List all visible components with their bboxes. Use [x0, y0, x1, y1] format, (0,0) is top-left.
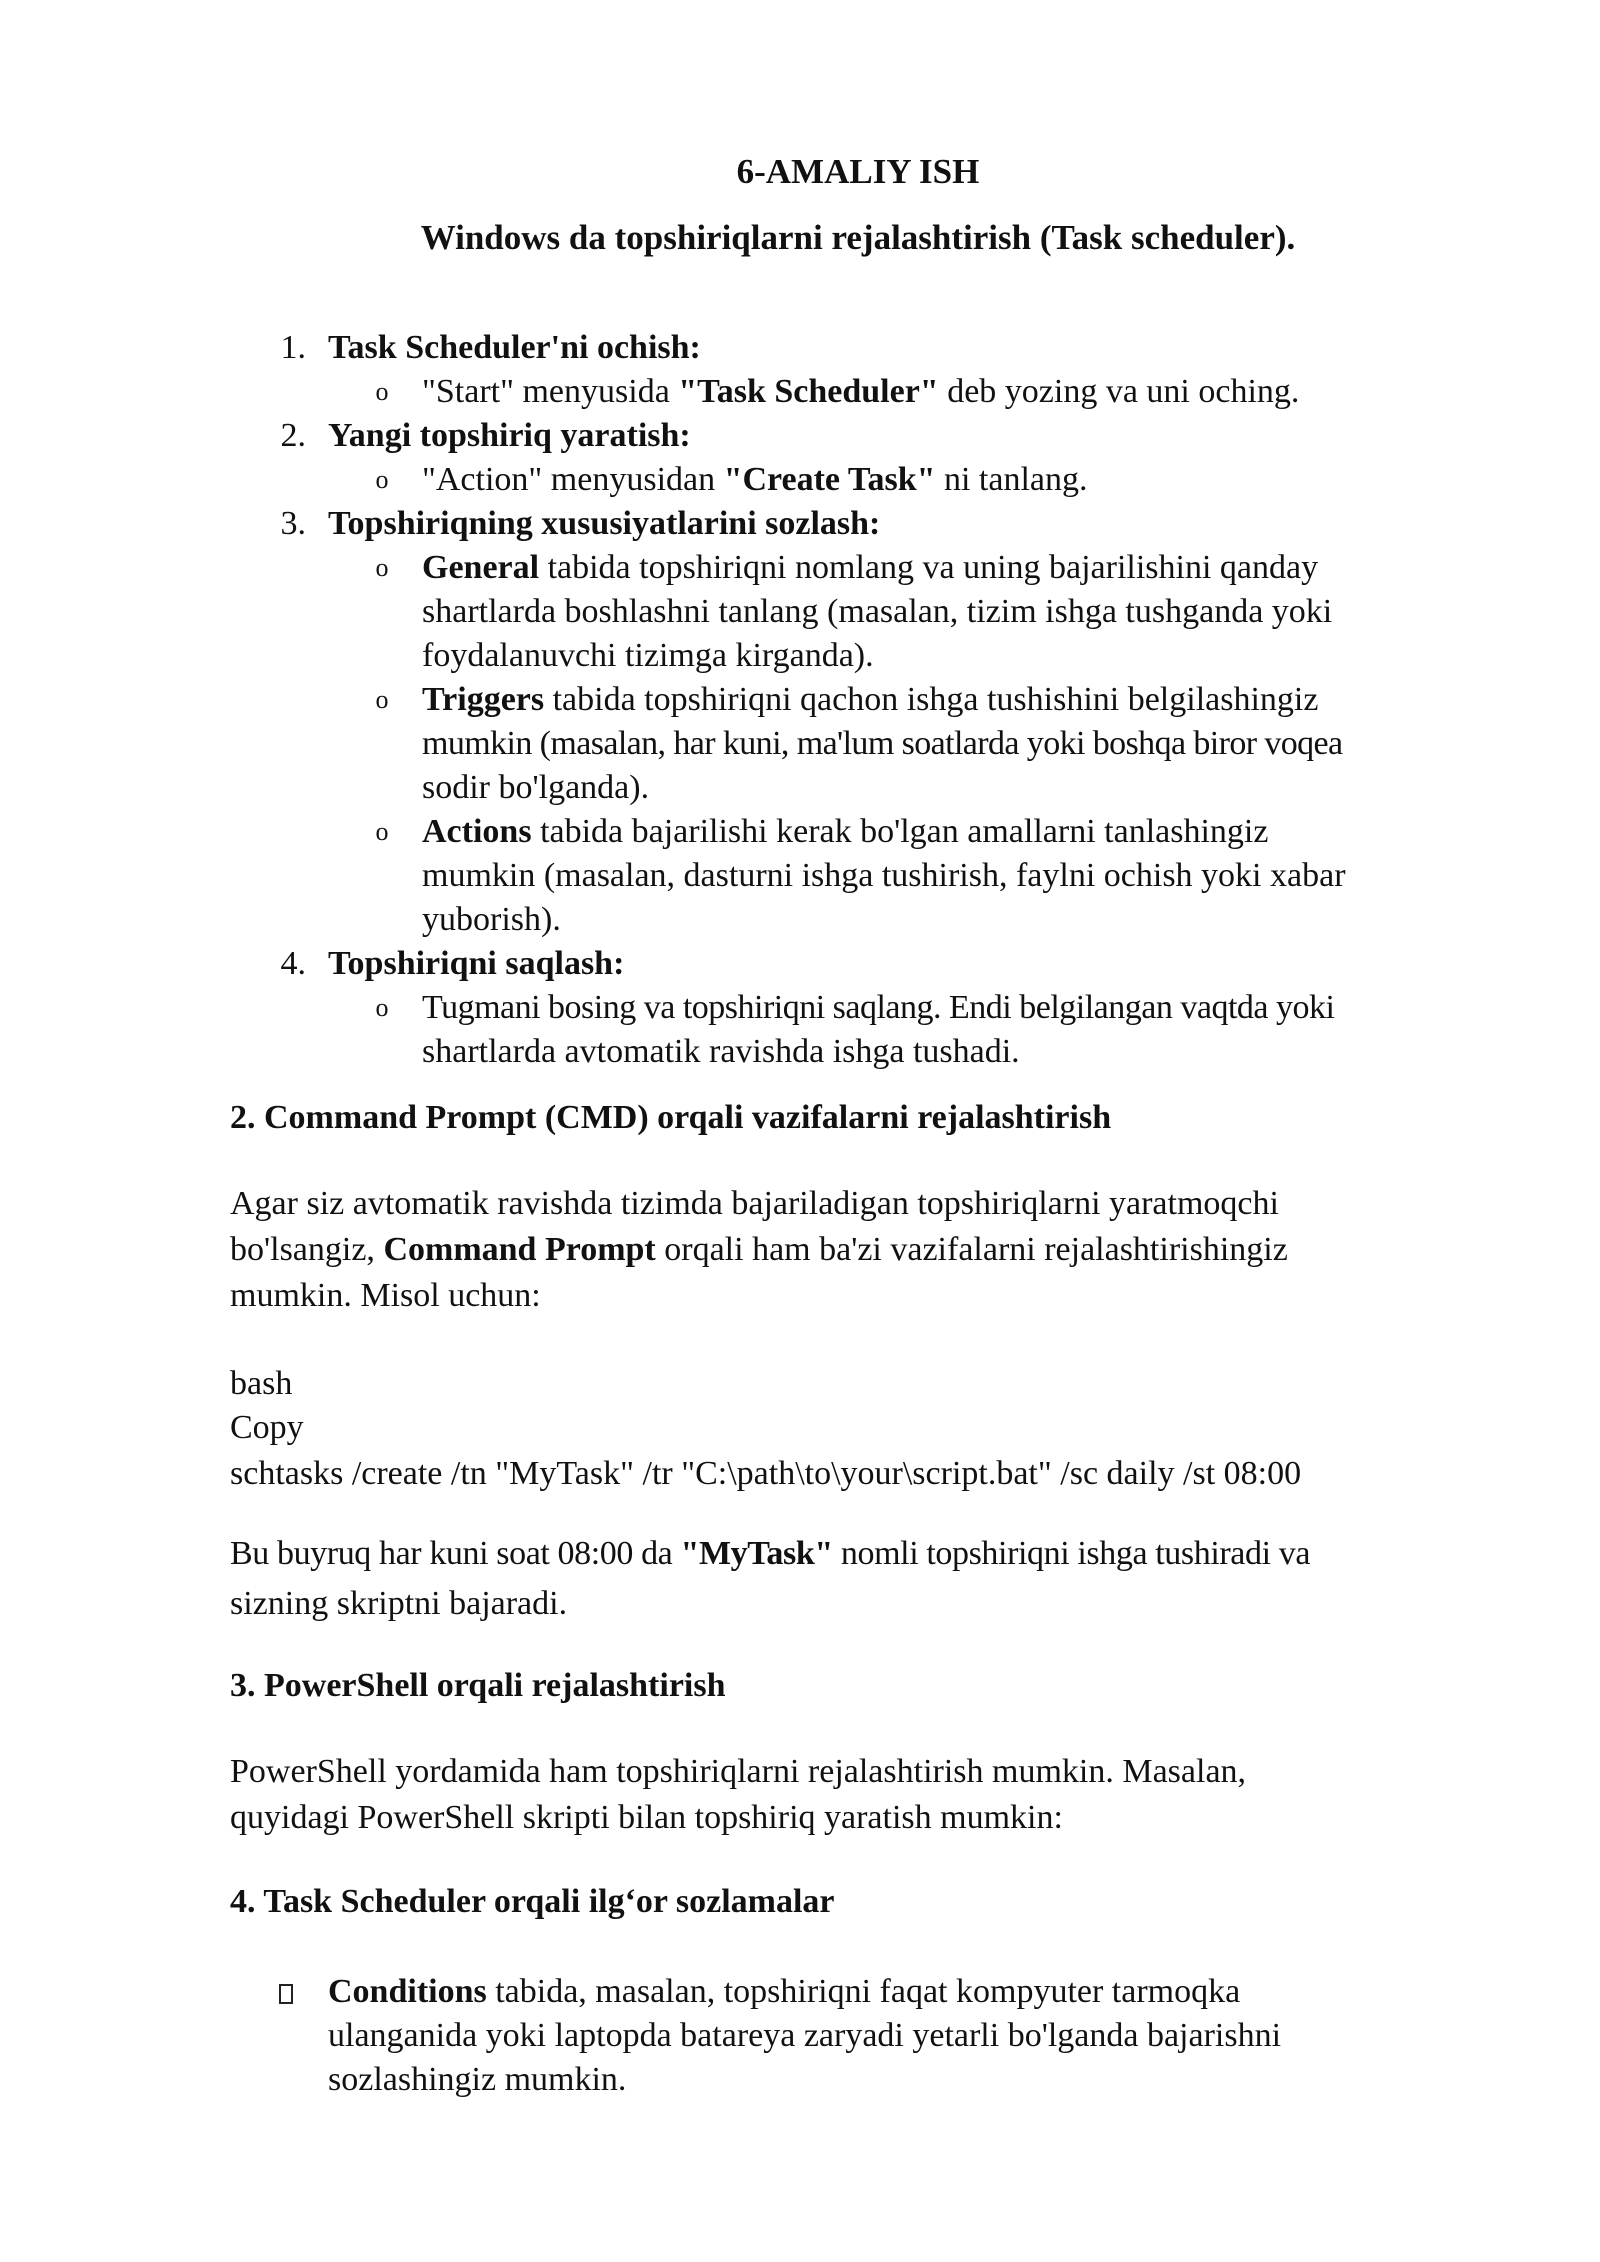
section-2-para-2-line-2: sizning skriptni bajaradi.	[230, 1585, 568, 1622]
section-3-heading: 3. PowerShell orqali rejalashtirish	[230, 1667, 726, 1704]
step-1-number: 1.	[280, 329, 306, 366]
step-1-bullet-1: "Start" menyusida "Task Scheduler" deb yozing va uni oching.	[422, 373, 1300, 410]
section-2-para-1-line-1: Agar siz avtomatik ravishda tizimda bajariladigan topshiriqlarni yaratmoqchi	[230, 1185, 1279, 1222]
bullet-icon: o	[375, 685, 389, 714]
section-3-para-line-2: quyidagi PowerShell skripti bilan topshiriq yaratish mumkin:	[230, 1799, 1063, 1836]
step-4-heading: Topshiriqni saqlash:	[328, 945, 625, 982]
section-2-heading: 2. Command Prompt (CMD) orqali vazifalarni rejalashtirish	[230, 1099, 1112, 1136]
step-3-bullet-2-line-3: sodir bo'lganda).	[422, 769, 650, 806]
section-3-para-line-1: PowerShell yordamida ham topshiriqlarni rejalashtirish mumkin. Masalan,	[230, 1753, 1247, 1790]
step-3-bullet-2-line-1: Triggers tabida topshiriqni qachon ishga tushishini belgilashingiz	[422, 681, 1319, 718]
page-subtitle: Windows da topshiriqlarni rejalashtirish (Task scheduler).	[420, 218, 1296, 257]
section-2-para-2-line-1: Bu buyruq har kuni soat 08:00 da "MyTask" nomli topshiriqni ishga tushiradi va	[230, 1535, 1311, 1572]
code-block: schtasks /create /tn "MyTask" /tr "C:\path\to\your\script.bat" /sc daily /st 08:00	[230, 1455, 1302, 1492]
square-bullet-icon	[279, 1984, 293, 2004]
step-4-number: 4.	[280, 945, 306, 982]
bullet-icon: o	[375, 465, 389, 494]
section-4-item-line-1: Conditions tabida, masalan, topshiriqni faqat kompyuter tarmoqka	[328, 1973, 1241, 2010]
step-4-bullet-1-line-1: Tugmani bosing va topshiriqni saqlang. Endi belgilangan vaqtda yoki	[422, 989, 1335, 1026]
step-3-bullet-1-line-1: General tabida topshiriqni nomlang va uning bajarilishini qanday	[422, 549, 1319, 586]
step-2-bullet-1: "Action" menyusidan "Create Task" ni tanlang.	[422, 461, 1088, 498]
step-3-bullet-2-line-2: mumkin (masalan, har kuni, ma'lum soatlarda yoki boshqa biror voqea	[422, 725, 1343, 762]
section-4-item-line-2: ulanganida yoki laptopda batareya zaryadi yetarli bo'lganda bajarishni	[328, 2017, 1282, 2054]
step-3-bullet-1-line-3: foydalanuvchi tizimga kirganda).	[422, 637, 874, 674]
bullet-icon: o	[375, 817, 389, 846]
step-3-heading: Topshiriqning xususiyatlarini sozlash:	[328, 505, 881, 542]
step-2-heading: Yangi topshiriq yaratish:	[328, 417, 691, 454]
code-language-label: bash	[230, 1365, 293, 1402]
step-3-bullet-1-line-2: shartlarda boshlashni tanlang (masalan, tizim ishga tushganda yoki	[422, 593, 1333, 630]
section-2-para-1-line-3: mumkin. Misol uchun:	[230, 1277, 541, 1314]
bullet-icon: o	[375, 553, 389, 582]
step-3-bullet-3-line-2: mumkin (masalan, dasturni ishga tushirish, faylni ochish yoki xabar	[422, 857, 1346, 894]
bullet-icon: o	[375, 377, 389, 406]
bullet-icon: o	[375, 993, 389, 1022]
section-4-heading: 4. Task Scheduler orqali ilg‘or sozlamalar	[230, 1883, 835, 1920]
code-copy-label[interactable]: Copy	[230, 1409, 304, 1446]
step-4-bullet-1-line-2: shartlarda avtomatik ravishda ishga tushadi.	[422, 1033, 1020, 1070]
step-1-heading: Task Scheduler'ni ochish:	[328, 329, 701, 366]
step-3-number: 3.	[280, 505, 306, 542]
step-3-bullet-3-line-1: Actions tabida bajarilishi kerak bo'lgan amallarni tanlashingiz	[422, 813, 1269, 850]
page-title: 6-AMALIY ISH	[736, 152, 980, 191]
step-2-number: 2.	[280, 417, 306, 454]
section-2-para-1-line-2: bo'lsangiz, Command Prompt orqali ham ba'zi vazifalarni rejalashtirishingiz	[230, 1231, 1288, 1268]
step-3-bullet-3-line-3: yuborish).	[422, 901, 561, 938]
section-4-item-line-3: sozlashingiz mumkin.	[328, 2061, 627, 2098]
